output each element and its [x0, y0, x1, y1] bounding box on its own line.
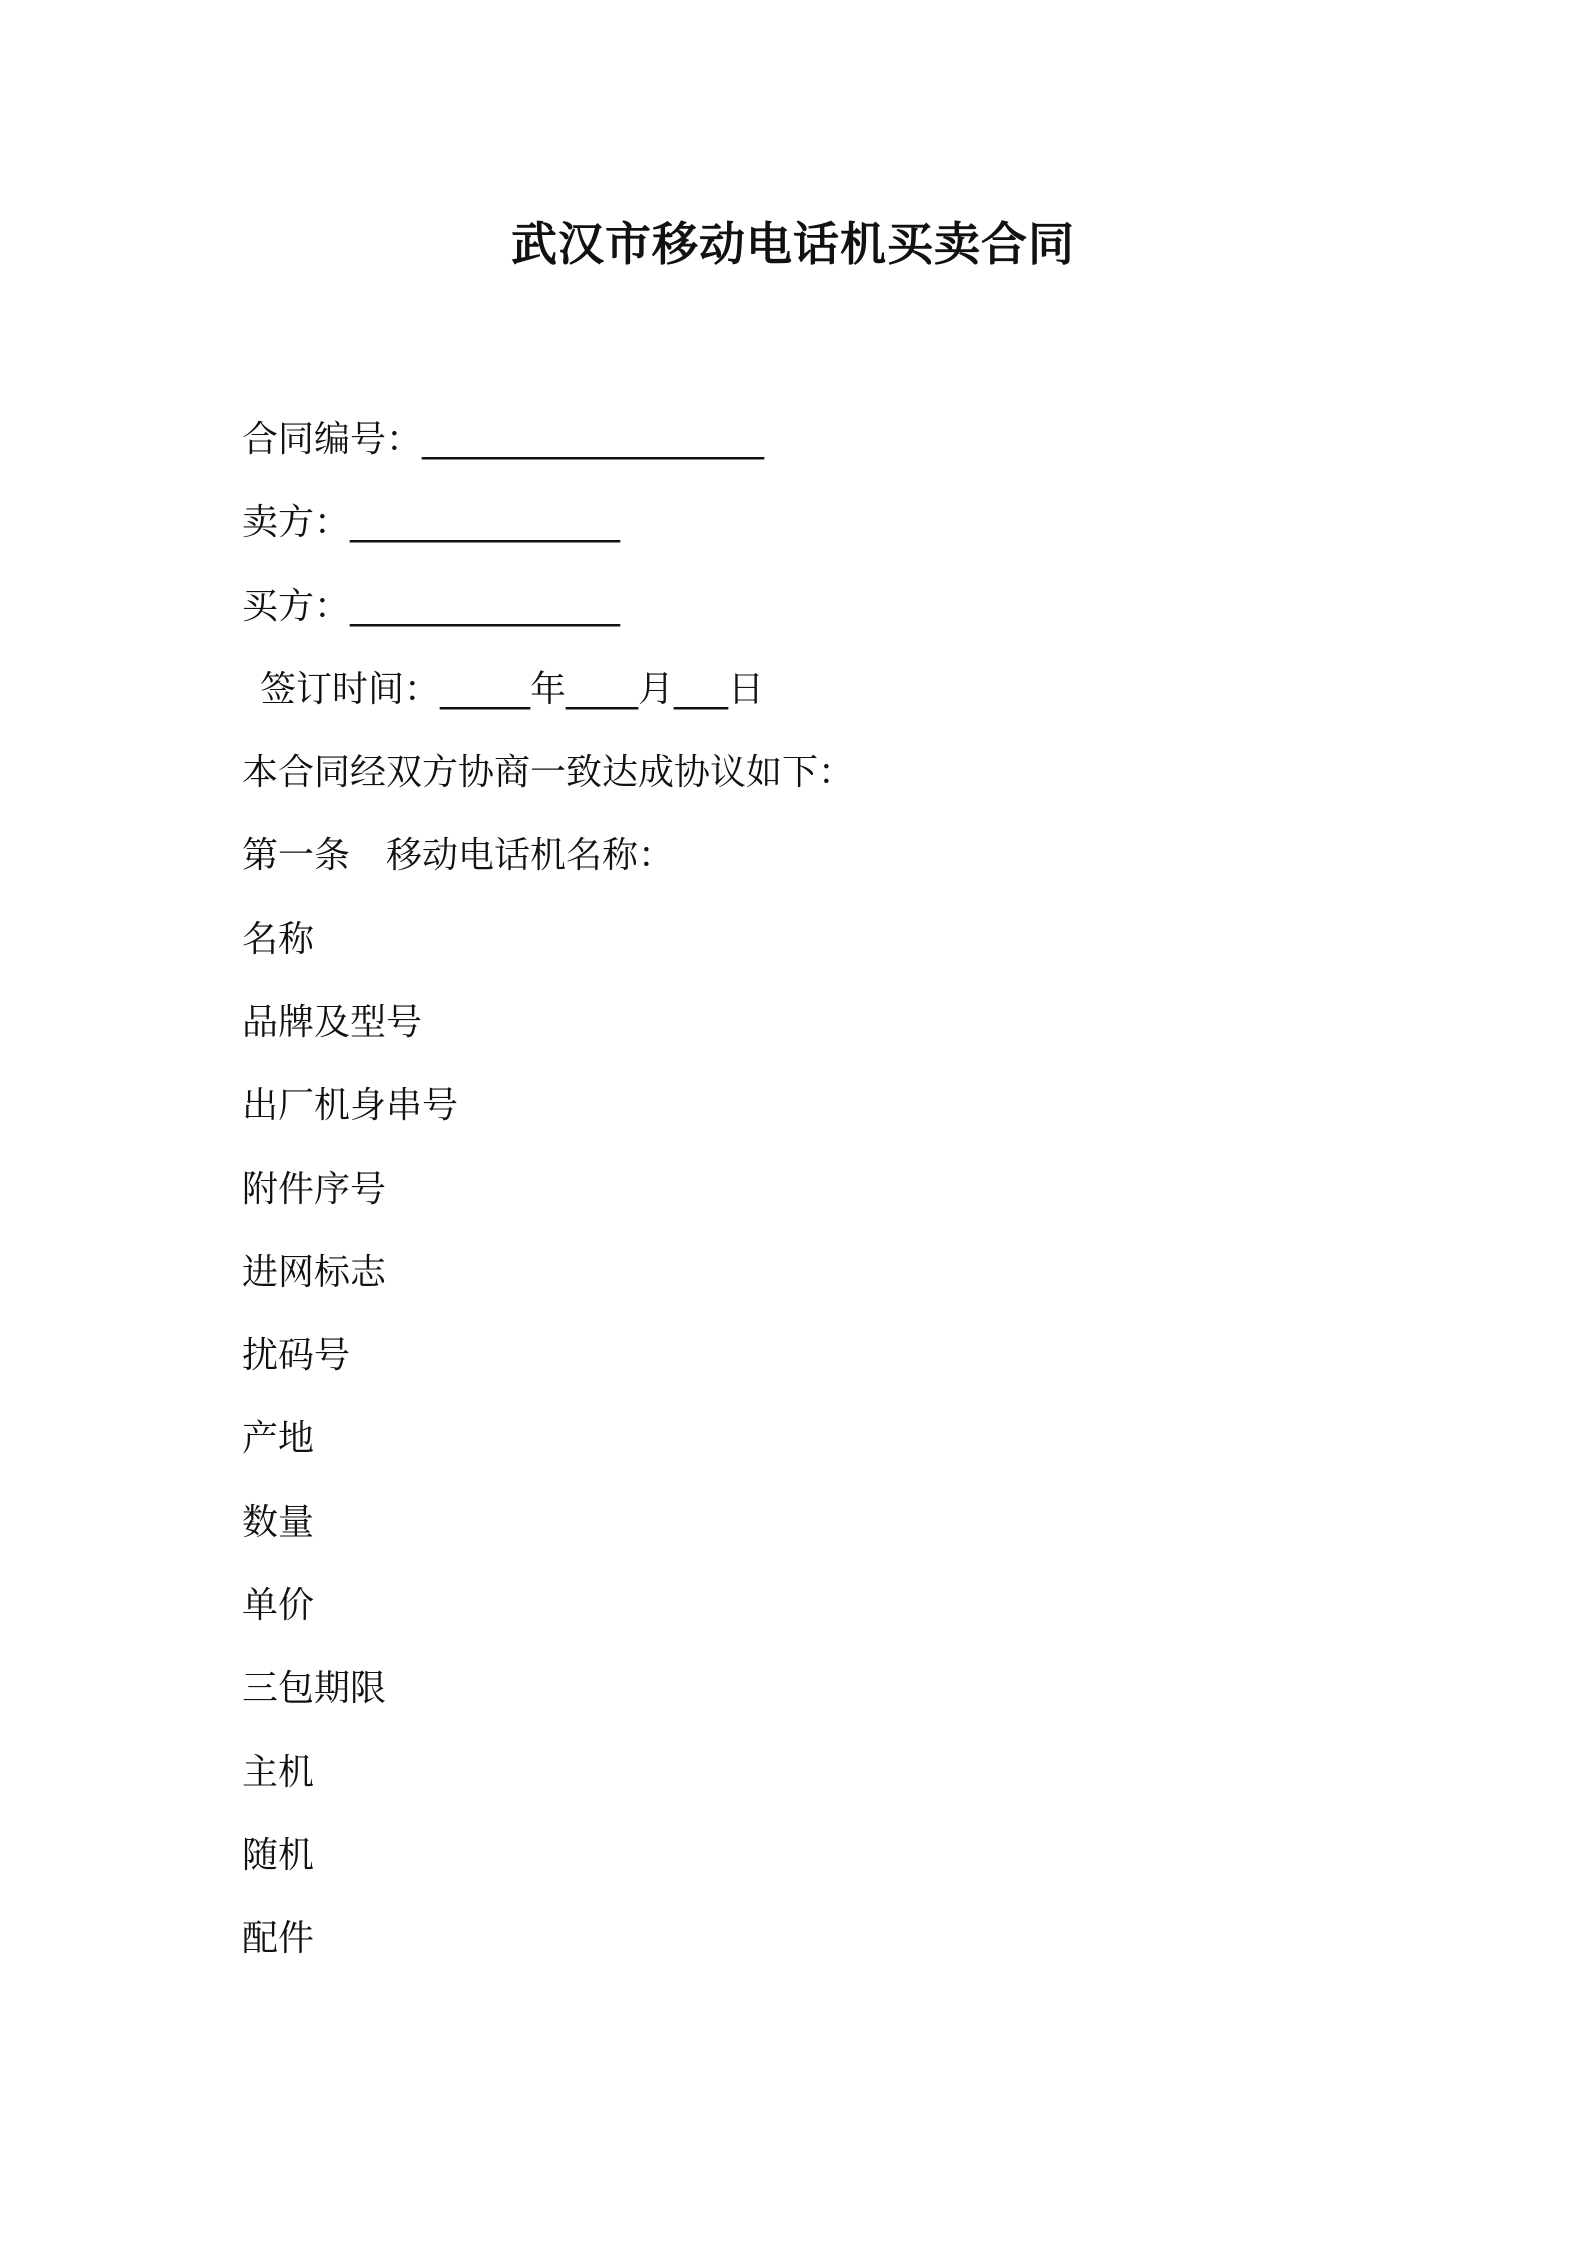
document-title: 武汉市移动电话机买卖合同 — [511, 217, 1075, 271]
article-1-heading: 第一条 移动电话机名称： — [242, 835, 675, 876]
item-unit-price: 单价 — [242, 1585, 315, 1626]
item-main-unit: 主机 — [242, 1752, 315, 1793]
buyer-field: 买方：_______________ — [242, 586, 621, 627]
item-quantity: 数量 — [242, 1502, 315, 1543]
item-warranty-period: 三包期限 — [242, 1668, 387, 1709]
item-included: 随机 — [242, 1835, 315, 1876]
item-network-mark: 进网标志 — [242, 1252, 387, 1293]
item-accessory-serial: 附件序号 — [242, 1169, 387, 1210]
item-brand-model: 品牌及型号 — [242, 1002, 423, 1043]
seller-field: 卖方：_______________ — [242, 502, 621, 543]
intro-text: 本合同经双方协商一致达成协议如下： — [242, 752, 855, 793]
item-name: 名称 — [242, 919, 315, 960]
item-parts: 配件 — [242, 1918, 315, 1959]
item-scramble-code: 扰码号 — [242, 1335, 351, 1376]
contract-number-field: 合同编号：___________________ — [242, 419, 765, 460]
item-origin: 产地 — [242, 1418, 315, 1459]
item-serial-number: 出厂机身串号 — [242, 1085, 459, 1126]
sign-date-field: 签订时间：_____年____月___日 — [260, 669, 765, 710]
